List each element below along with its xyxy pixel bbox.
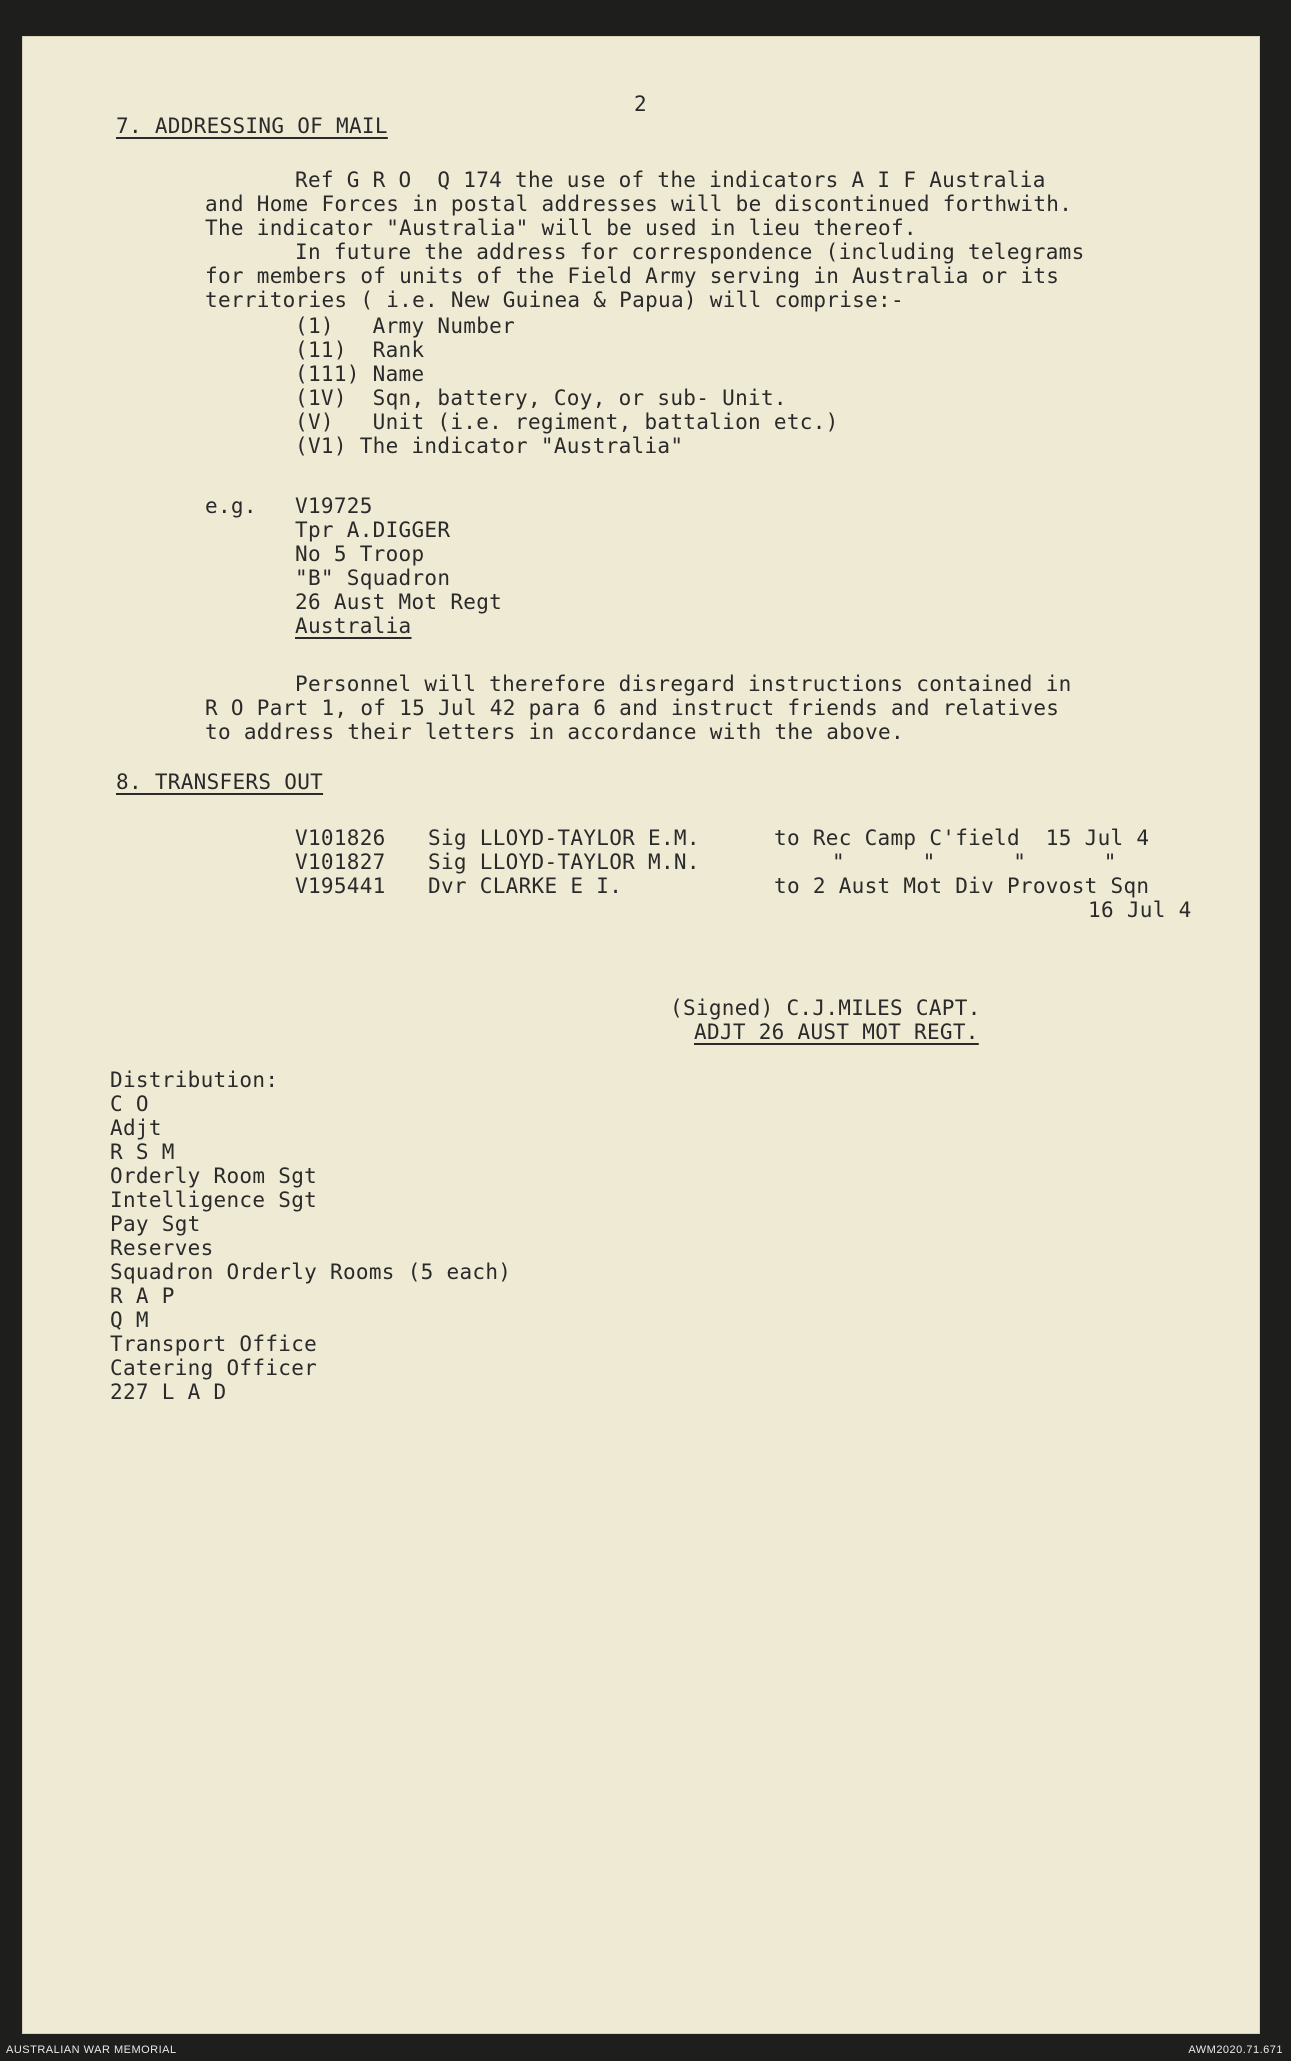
distribution-item: Transport Office <box>110 1332 318 1356</box>
list-item: (1V) Sqn, battery, Coy, or sub- Unit. <box>295 386 787 410</box>
distribution-item: 227 L A D <box>110 1380 227 1404</box>
example-line: Australia <box>295 614 412 638</box>
distribution-item: Pay Sgt <box>110 1212 201 1236</box>
example-line: 26 Aust Mot Regt <box>295 590 503 614</box>
document-page <box>22 36 1260 2034</box>
example-line: "B" Squadron <box>295 566 451 590</box>
transfer-name: Sig LLOYD-TAYLOR E.M. <box>428 826 700 850</box>
paragraph-line: R O Part 1, of 15 Jul 42 para 6 and instruct friends and relatives <box>205 696 1060 720</box>
paragraph-line: In future the address for correspondence (including telegrams <box>295 240 1085 264</box>
example-line: No 5 Troop <box>295 542 425 566</box>
distribution-item: Orderly Room Sgt <box>110 1164 318 1188</box>
section-8-heading: 8. TRANSFERS OUT <box>116 770 324 794</box>
paragraph-line: to address their letters in accordance with the above. <box>205 720 904 744</box>
distribution-item: R A P <box>110 1284 175 1308</box>
list-item: (1) Army Number <box>295 314 516 338</box>
page-number: 2 <box>634 92 647 116</box>
list-item: (V1) The indicator "Australia" <box>295 434 684 458</box>
transfer-date: 16 Jul 4 <box>1088 898 1192 922</box>
list-item: (111) Name <box>295 362 425 386</box>
footer-right: AWM2020.71.671 <box>1188 2044 1283 2056</box>
distribution-item: Intelligence Sgt <box>110 1188 318 1212</box>
distribution-item: R S M <box>110 1140 175 1164</box>
transfer-number: V195441 <box>295 874 386 898</box>
distribution-item: Adjt <box>110 1116 162 1140</box>
paragraph-line: territories ( i.e. New Guinea & Papua) will comprise:- <box>205 288 904 312</box>
distribution-item: Reserves <box>110 1236 214 1260</box>
paragraph-line: The indicator "Australia" will be used in lieu thereof. <box>205 216 917 240</box>
signature-title: ADJT 26 AUST MOT REGT. <box>694 1020 979 1044</box>
example-line: V19725 <box>295 494 373 518</box>
distribution-item: Q M <box>110 1308 149 1332</box>
paragraph-line: for members of units of the Field Army serving in Australia or its <box>205 264 1060 288</box>
transfer-destination: to 2 Aust Mot Div Provost Sqn <box>774 874 1150 898</box>
distribution-item: C O <box>110 1092 149 1116</box>
transfer-destination: " " " " <box>832 850 1117 874</box>
signature-line: (Signed) C.J.MILES CAPT. <box>670 996 981 1020</box>
transfer-name: Dvr CLARKE E I. <box>428 874 623 898</box>
list-item: (V) Unit (i.e. regiment, battalion etc.) <box>295 410 839 434</box>
footer-left: AUSTRALIAN WAR MEMORIAL <box>6 2044 177 2056</box>
distribution-label: Distribution: <box>110 1068 279 1092</box>
transfer-number: V101826 <box>295 826 386 850</box>
example-line: Tpr A.DIGGER <box>295 518 451 542</box>
transfer-destination: to Rec Camp C'field 15 Jul 4 <box>774 826 1150 850</box>
list-item: (11) Rank <box>295 338 425 362</box>
section-7-heading: 7. ADDRESSING OF MAIL <box>116 114 388 138</box>
paragraph-line: and Home Forces in postal addresses will be discontinued forthwith. <box>205 192 1073 216</box>
transfer-name: Sig LLOYD-TAYLOR M.N. <box>428 850 700 874</box>
distribution-item: Catering Officer <box>110 1356 318 1380</box>
transfer-number: V101827 <box>295 850 386 874</box>
paragraph-line: Personnel will therefore disregard instructions contained in <box>295 672 1072 696</box>
example-label: e.g. <box>205 494 257 518</box>
distribution-item: Squadron Orderly Rooms (5 each) <box>110 1260 512 1284</box>
paragraph-line: Ref G R O Q 174 the use of the indicators A I F Australia <box>295 168 1046 192</box>
